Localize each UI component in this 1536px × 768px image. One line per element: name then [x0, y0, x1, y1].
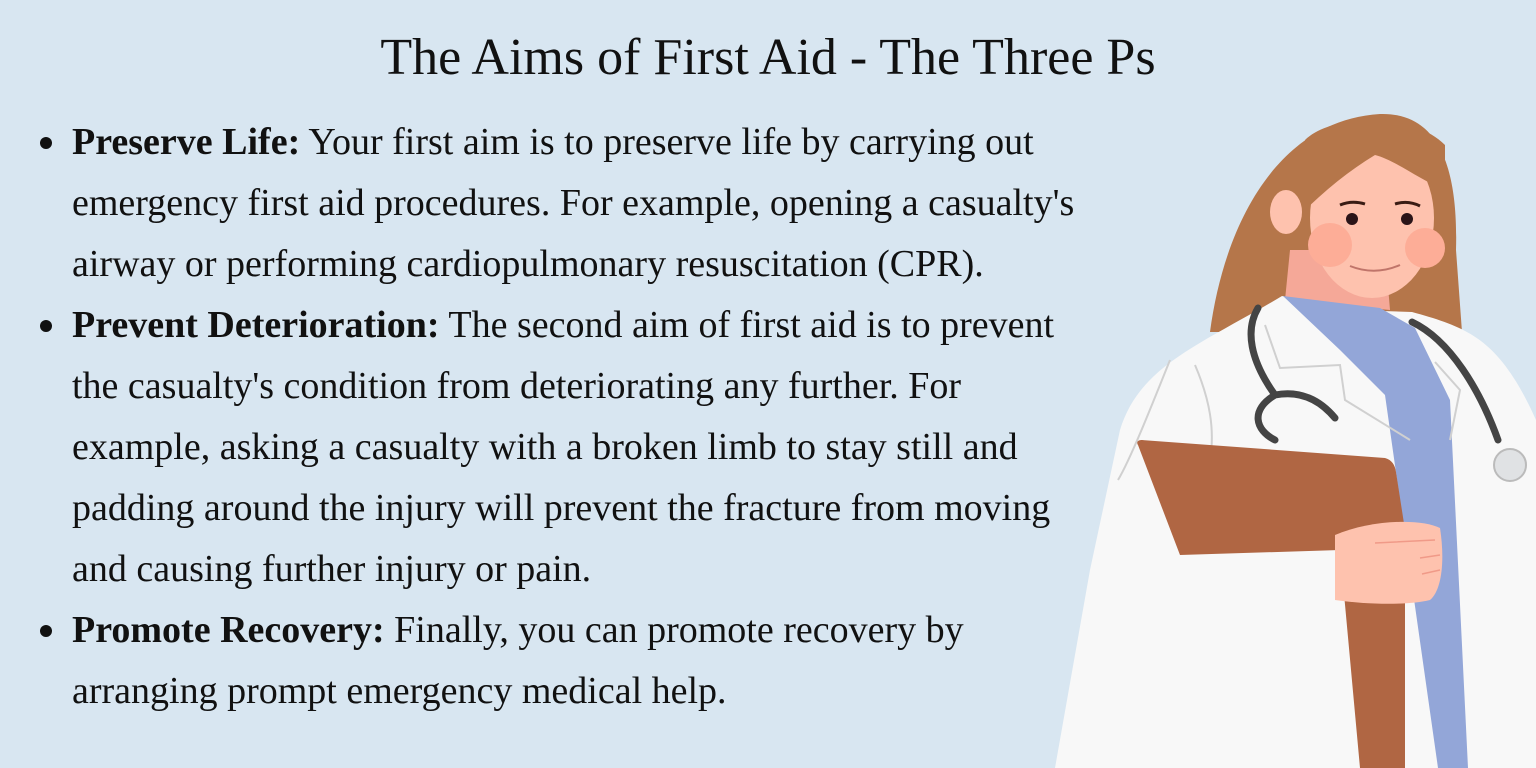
bullet-icon: [40, 320, 52, 332]
aim-prevent-deterioration: [34, 295, 1094, 600]
aim-text: Your first aim is to preserve life by carrying out emergency first aid procedures. For example, opening a casualty's airway or performing cardiopulmonary resuscitation (CPR).: [72, 121, 1075, 285]
aim-preserve-life: [34, 112, 1094, 295]
right-eye: [1401, 213, 1413, 225]
aim-heading: Promote Recovery:: [72, 609, 385, 651]
doctor-illustration: [1050, 100, 1536, 768]
left-eye: [1346, 213, 1358, 225]
aim-heading: Prevent Deterioration:: [72, 304, 440, 346]
aim-text: Finally, you can promote recovery by arranging prompt emergency medical help.: [72, 609, 964, 712]
right-cheek: [1405, 228, 1445, 268]
aim-text: The second aim of first aid is to prevent the casualty's condition from deteriorating any further. For example, asking a casualty with a broken limb to stay still and padding around the injury will prevent the fracture from moving and causing further injury or pain.: [72, 304, 1055, 590]
aim-heading: Preserve Life:: [72, 121, 301, 163]
hand: [1335, 522, 1442, 604]
aim-promote-recovery: [34, 600, 1094, 722]
bullet-icon: [40, 625, 52, 637]
page-title: The Aims of First Aid - The Three Ps: [380, 29, 1156, 86]
stethoscope-chestpiece: [1494, 449, 1526, 481]
left-cheek: [1308, 223, 1352, 267]
bullet-icon: [40, 137, 52, 149]
aims-list: [34, 112, 1094, 722]
ear: [1270, 190, 1302, 234]
